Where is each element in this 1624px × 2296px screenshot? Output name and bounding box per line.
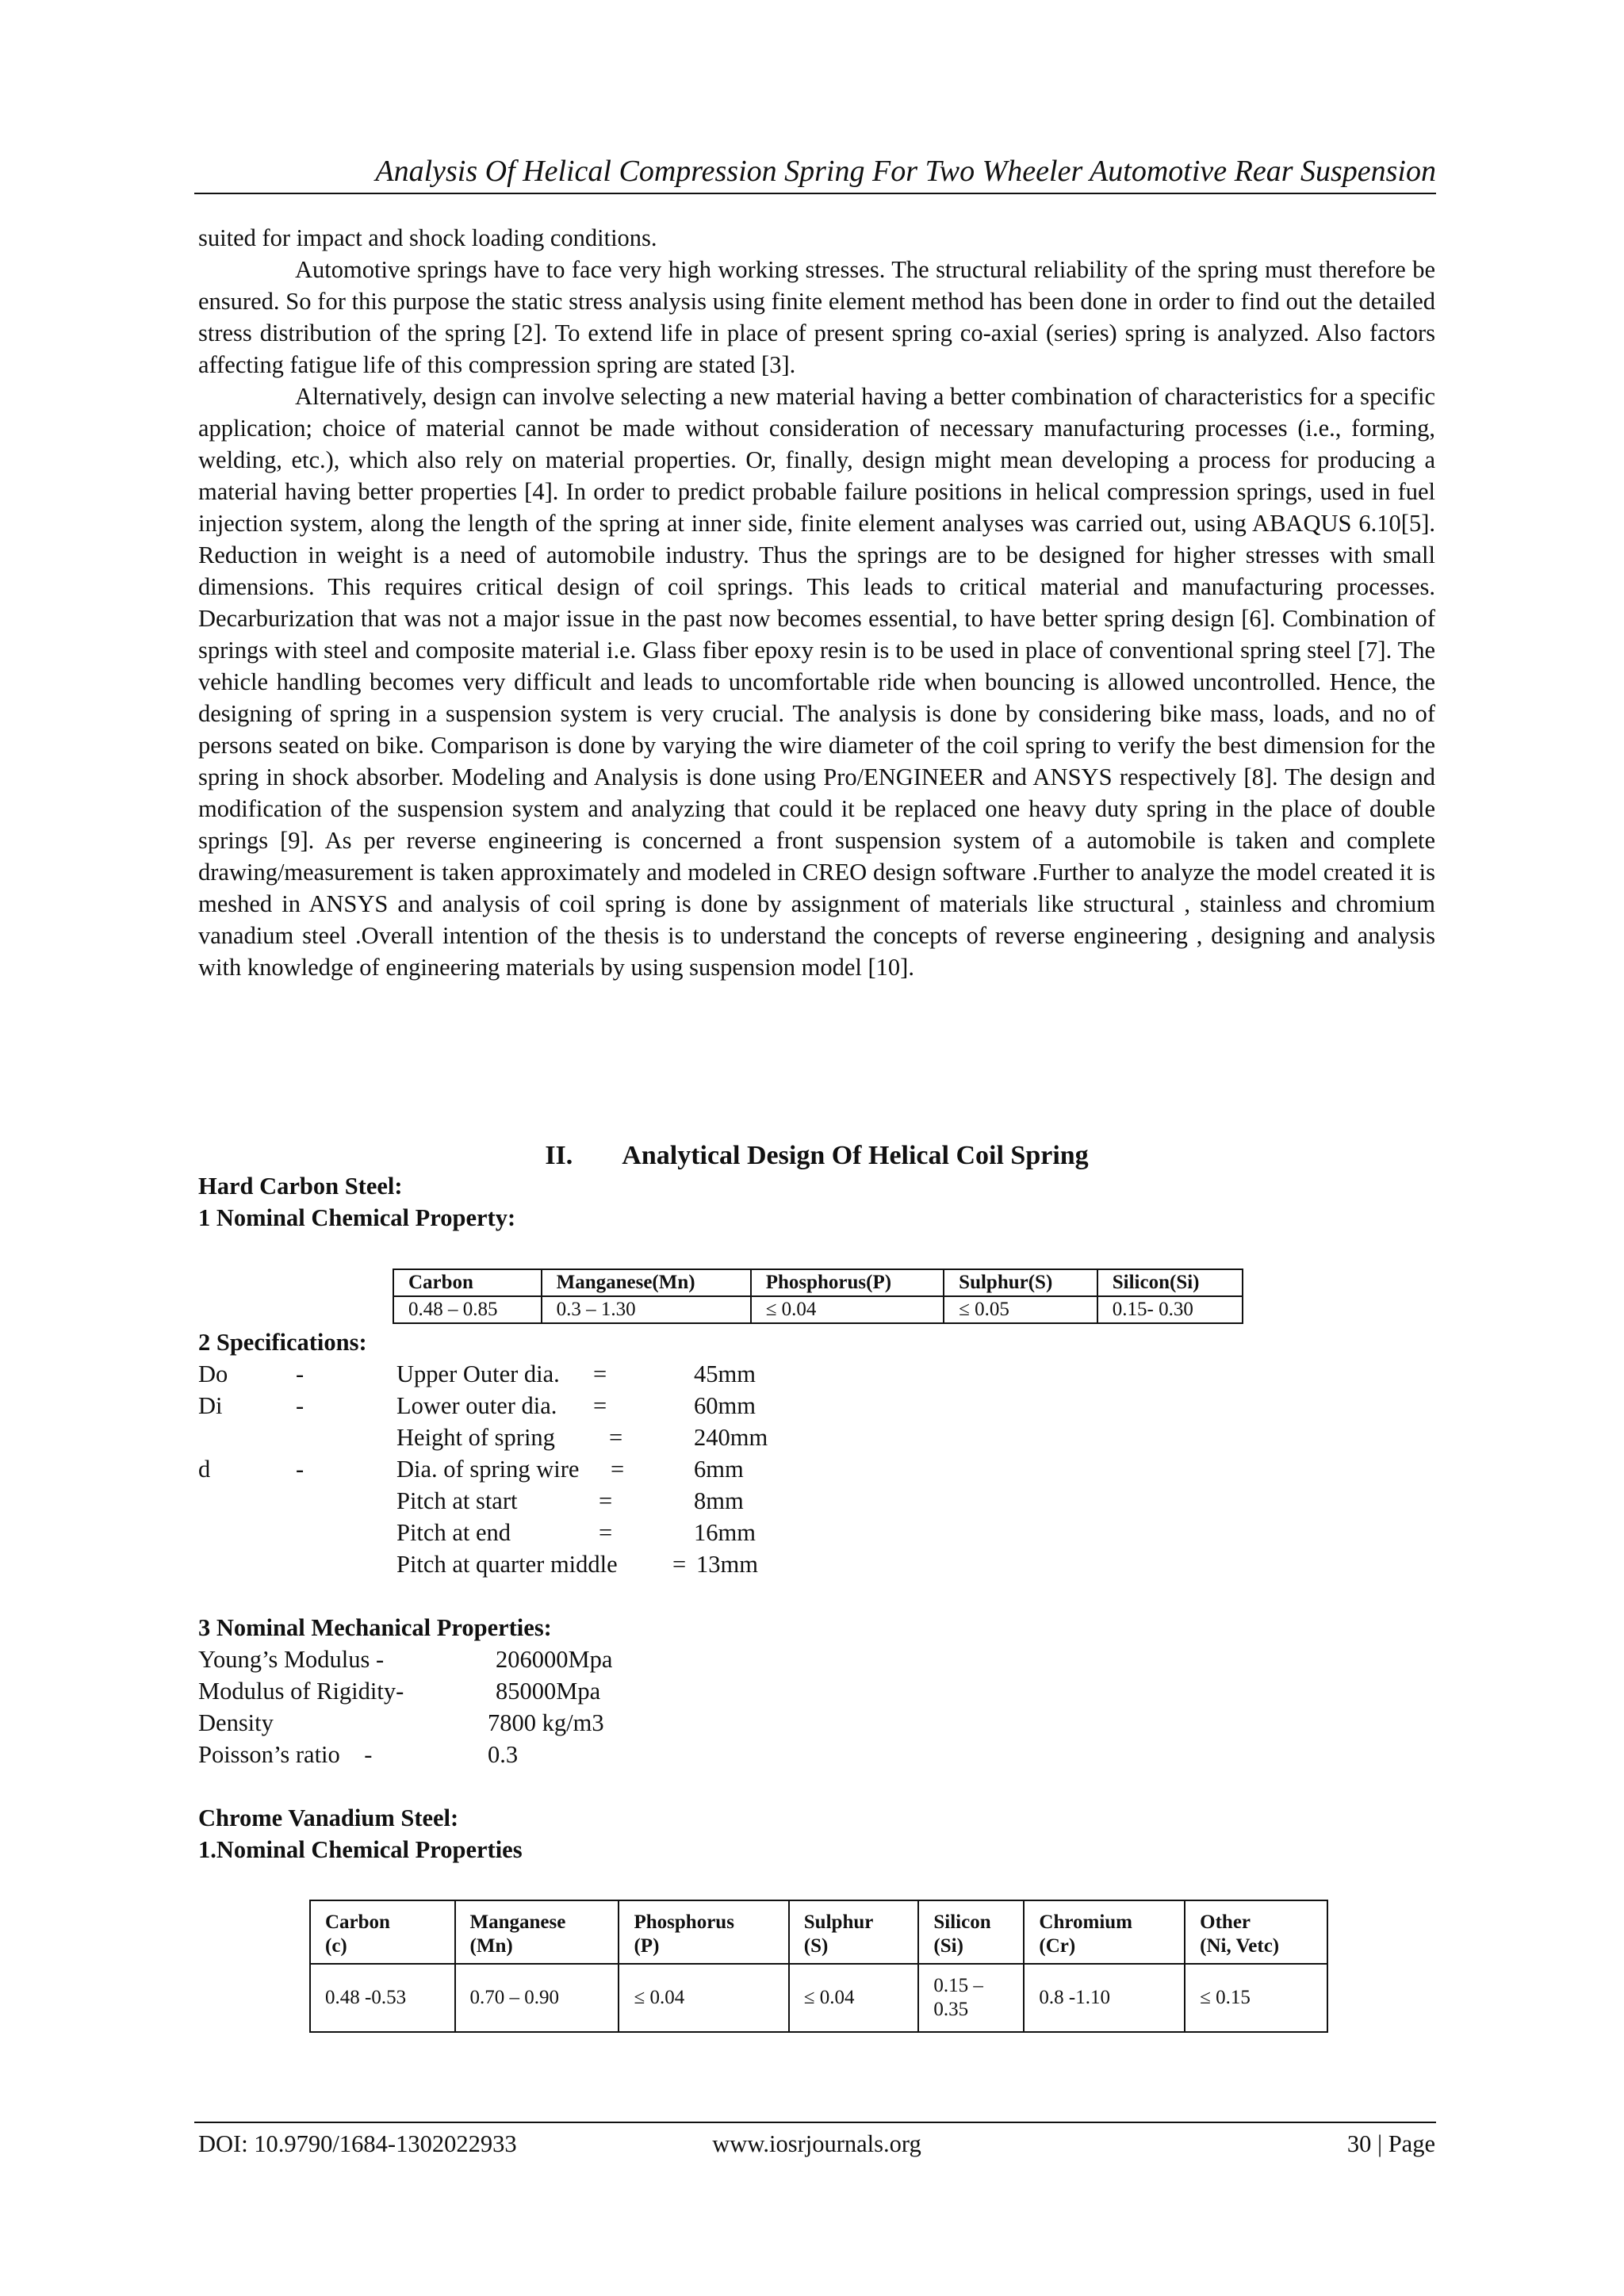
header-line: (S) (803, 1935, 829, 1957)
spec-row (198, 1390, 833, 1422)
table-row (310, 1964, 1327, 2032)
spec-equals: = (599, 1519, 613, 1546)
spec-row (198, 1453, 833, 1485)
mech-label: Modulus of Rigidity- (198, 1678, 404, 1705)
chrome-vanadium-heading: Chrome Vanadium Steel: (198, 1804, 459, 1831)
table-cell: ≤ 0.04 (751, 1296, 944, 1323)
chrome-vanadium-chem-table (309, 1900, 1328, 2033)
table-header-row (310, 1900, 1327, 1964)
mech-row (198, 1707, 753, 1739)
spec-value: 240mm (694, 1424, 768, 1451)
header-rule (194, 193, 1436, 194)
spec-label: Lower outer dia. (396, 1392, 557, 1419)
table-cell: 0.48 -0.53 (310, 1964, 455, 2032)
specifications-heading: 2 Specifications: (198, 1329, 367, 1356)
spec-value: 8mm (694, 1487, 744, 1514)
mech-label: Young’s Modulus - (198, 1646, 385, 1673)
table-header-cell (918, 1900, 1024, 1964)
header-line: (Si) (933, 1935, 963, 1957)
section-title-text: Analytical Design Of Helical Coil Spring (622, 1141, 1089, 1170)
spec-symbol: d (198, 1456, 211, 1483)
spec-label: Dia. of spring wire (396, 1456, 580, 1483)
table-header-row (393, 1269, 1243, 1296)
spec-value: 13mm (696, 1551, 758, 1578)
mech-label: Poisson’s ratio - (198, 1741, 373, 1768)
spec-equals: = (593, 1392, 607, 1419)
spec-dash: - (296, 1392, 304, 1419)
spec-dash: - (296, 1360, 304, 1387)
spec-label: Pitch at start (396, 1487, 518, 1514)
section-title (198, 1138, 1435, 1173)
spec-equals: = (599, 1487, 613, 1514)
spec-value: 45mm (694, 1360, 756, 1387)
specifications-list (198, 1358, 833, 1580)
mech-label: Density (198, 1709, 274, 1736)
footer-rule (194, 2122, 1436, 2123)
spec-row (198, 1485, 833, 1517)
table-header-cell: Silicon(Si) (1097, 1269, 1243, 1296)
footer-website: www.iosrjournals.org (712, 2130, 921, 2157)
table-header-cell: Carbon (393, 1269, 542, 1296)
spec-label: Upper Outer dia. (396, 1360, 560, 1387)
paragraph: Alternatively, design can involve selecting a new material having a better combination of characteristics for a specific application; choice of material cannot be made without consideration of necessary manufacturing processes (i.e., forming, welding, etc.), which also rely on material properties. Or, finally, design might mean developing a process for producing a material having better properties [4]. In order to predict probable failure positions in helical compression springs, used in fuel injection system, along the length of the spring at inner side, finite element analyses was carried out, using ABAQUS 6.10[5]. Reduction in weight is a need of automobile industry. Thus the springs are to be designed for higher stresses with small dimensions. This requires critical design of coil springs. This leads to critical material and manufacturing processes. Decarburization that was not a major issue in the past now becomes essential, to have better spring design [6]. Combination of springs with steel and composite material i.e. Glass fiber epoxy resin is to be used in place of conventional spring steel [7]. The vehicle handling becomes very difficult and leads to uncomfortable ride when bouncing is allowed uncontrolled. Hence, the designing of spring in a suspension system is very crucial. The analysis is done by considering bike mass, loads, and no of persons seated on bike. Comparison is done by varying the wire diameter of the coil spring to verify the best dimension for the spring in shock absorber. Modeling and Analysis is done using Pro/ENGINEER and ANSYS respectively [8]. The design and modification of the suspension system and analyzing that could it be replaced one heavy duty spring in the place of double springs [9]. As per reverse engineering is concerned a front suspension system of a automobile is taken and complete drawing/measurement is taken approximately and modeled in CREO design software .Further to analyze the model created it is meshed in ANSYS and analysis of coil spring is done by assignment of materials like structural , stainless and chromium vanadium steel .Overall intention of the thesis is to understand the concepts of reverse engineering , designing and analysis with knowledge of engineering materials by using suspension model [10]. (198, 383, 1435, 981)
mech-value: 0.3 (488, 1741, 519, 1768)
paragraph: Automotive springs have to face very high working stresses. The structural reliability of the spring must therefore be ensured. So for this purpose the static stress analysis using finite element method has been done in order to find out the detailed stress distribution of the spring [2]. To extend life in place of present spring co-axial (series) spring is analyzed. Also factors affecting fatigue life of this compression spring are stated [3]. (198, 256, 1435, 378)
table-cell: 0.15- 0.30 (1097, 1296, 1243, 1323)
header-line: (P) (634, 1935, 660, 1957)
header-line: (Ni, Vetc) (1200, 1935, 1280, 1957)
spec-equals: = (593, 1360, 607, 1387)
table-cell: ≤ 0.04 (789, 1964, 919, 2032)
header-line: Silicon (933, 1911, 991, 1933)
table-header-cell: Manganese(Mn) (542, 1269, 751, 1296)
body-text (198, 222, 1435, 983)
hard-carbon-chem-heading: 1 Nominal Chemical Property: (198, 1204, 516, 1231)
mech-row (198, 1739, 753, 1770)
mech-value: 85000Mpa (496, 1678, 601, 1705)
mech-value: 7800 kg/m3 (488, 1709, 604, 1736)
table-cell: ≤ 0.15 (1185, 1964, 1327, 2032)
table-cell: ≤ 0.05 (944, 1296, 1097, 1323)
spec-row (198, 1422, 833, 1453)
spec-equals: = (672, 1551, 687, 1578)
chrome-vanadium-chem-heading: 1.Nominal Chemical Properties (198, 1836, 523, 1863)
table-header-cell: Phosphorus(P) (751, 1269, 944, 1296)
mechanical-properties-heading: 3 Nominal Mechanical Properties: (198, 1614, 552, 1641)
table-header-cell (619, 1900, 788, 1964)
hard-carbon-heading: Hard Carbon Steel: (198, 1173, 403, 1200)
mech-value: 206000Mpa (496, 1646, 613, 1673)
header-line: (Cr) (1039, 1935, 1076, 1957)
paragraph: suited for impact and shock loading conditions. (198, 224, 657, 251)
footer-page-number: 30 | Page (1346, 2130, 1435, 2157)
spec-label: Height of spring (396, 1424, 555, 1451)
footer-doi: DOI: 10.9790/1684-1302022933 (198, 2130, 517, 2157)
header-line: (Mn) (469, 1935, 513, 1957)
table-header-cell (310, 1900, 455, 1964)
header-line: Other (1200, 1911, 1251, 1933)
table-header-cell (789, 1900, 919, 1964)
mechanical-properties-list (198, 1644, 753, 1770)
mech-row (198, 1675, 753, 1707)
table-header-cell (1185, 1900, 1327, 1964)
section-number: II. (545, 1141, 573, 1170)
header-line: Sulphur (803, 1911, 874, 1933)
table-cell: 0.70 – 0.90 (455, 1964, 619, 2032)
table-cell: 0.8 -1.10 (1024, 1964, 1185, 2032)
spec-value: 60mm (694, 1392, 756, 1419)
table-cell: 0.15 – 0.35 (918, 1964, 1024, 2032)
table-header-cell (455, 1900, 619, 1964)
table-header-cell (1024, 1900, 1185, 1964)
table-row (393, 1296, 1243, 1323)
table-cell: ≤ 0.04 (619, 1964, 788, 2032)
spec-equals: = (611, 1456, 625, 1483)
spec-value: 16mm (694, 1519, 756, 1546)
header-line: Phosphorus (634, 1911, 734, 1933)
running-header: Analysis Of Helical Compression Spring For Two Wheeler Automotive Rear Suspension (375, 155, 1436, 188)
spec-row (198, 1548, 833, 1580)
spec-symbol: Di (198, 1392, 223, 1419)
header-line: Carbon (325, 1911, 390, 1933)
spec-label: Pitch at end (396, 1519, 511, 1546)
spec-row (198, 1517, 833, 1548)
spec-label: Pitch at quarter middle (396, 1551, 618, 1578)
header-line: (c) (325, 1935, 347, 1957)
spec-row (198, 1358, 833, 1390)
spec-value: 6mm (694, 1456, 744, 1483)
header-line: Chromium (1039, 1911, 1132, 1933)
spec-equals: = (609, 1424, 623, 1451)
hard-carbon-chem-table (393, 1269, 1243, 1324)
table-cell: 0.3 – 1.30 (542, 1296, 751, 1323)
spec-dash: - (296, 1456, 304, 1483)
spec-symbol: Do (198, 1360, 228, 1387)
header-line: Manganese (469, 1911, 566, 1933)
table-header-cell: Sulphur(S) (944, 1269, 1097, 1296)
table-cell: 0.48 – 0.85 (393, 1296, 542, 1323)
mech-row (198, 1644, 753, 1675)
